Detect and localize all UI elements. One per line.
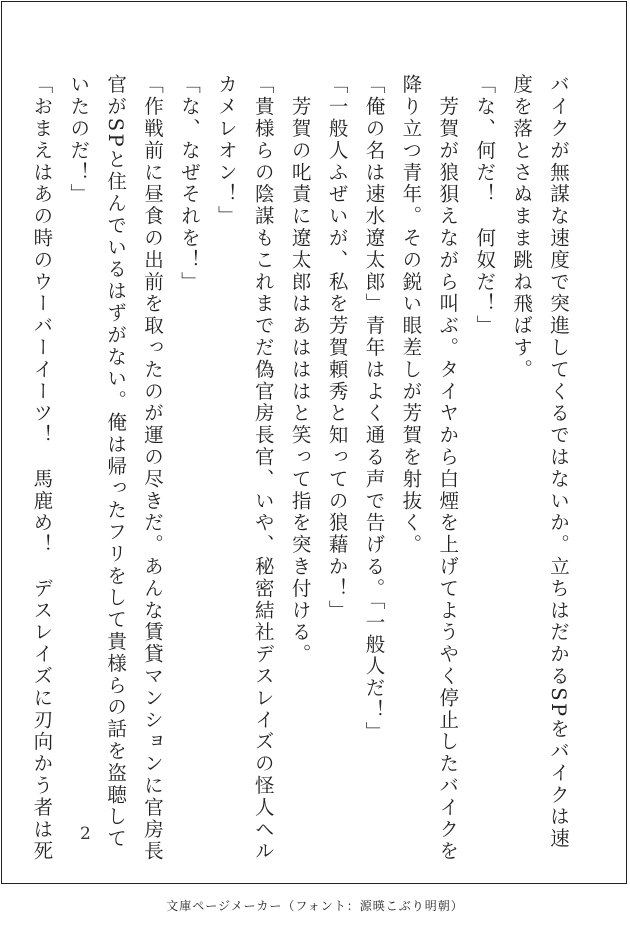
footer-caption: 文庫ページメーカー（フォント：源暎こぶり明朝） [166,899,464,913]
text-line: 降り立つ青年。その鋭い眼差しが芳賀を射抜く。 [399,74,423,556]
text-line: 「貴様らの陰謀もこれまでだ偽官房長官、いや、秘密結社デスレイズの怪人ヘル [251,74,275,863]
text-line: 「な、なぜそれを！」 [177,74,201,293]
text-line: 芳賀の叱責に遼太郎はあはははと笑って指を突き付ける。 [288,74,312,666]
page-number: 2 [80,824,91,844]
text-line: 「俺の名は速水遼太郎」青年はよく通る声で告げる。「一般人だ！」 [362,74,386,744]
text-line: 「な、何だ！ 何奴だ！」 [473,74,497,337]
text-line: 「作戦前に昼食の出前を取ったのが運の尽きだ。あんな賃貸マンションに官房長 [141,74,165,863]
text-line: 「一般人ふぜいが、私を芳賀頼秀と知っての狼藉か！」 [325,74,349,622]
text-line: 芳賀が狼狽えながら叫ぶ。タイヤから白煙を上げてようやく停止したバイクを [436,74,460,863]
text-line: 度を落とさぬまま跳ね飛ばす。 [510,74,534,381]
text-line: 「おまえはあの時のウーバーイーツ！ 馬鹿め！ デスレイズに刃向かう者は死 [30,74,54,863]
text-line: いたのだ！」 [67,74,91,206]
page-frame [1,1,627,884]
text-line: バイクが無謀な速度で突進してくるではないか。立ちはだかるSPをバイクは速 [547,74,570,850]
text-line: 官がSPと住んでいるはずがない。俺は帰ったフリをして貴様らの話を盗聴して [104,74,128,850]
vertical-text-body [30,74,576,863]
text-line: カメレオン！」 [214,74,238,228]
